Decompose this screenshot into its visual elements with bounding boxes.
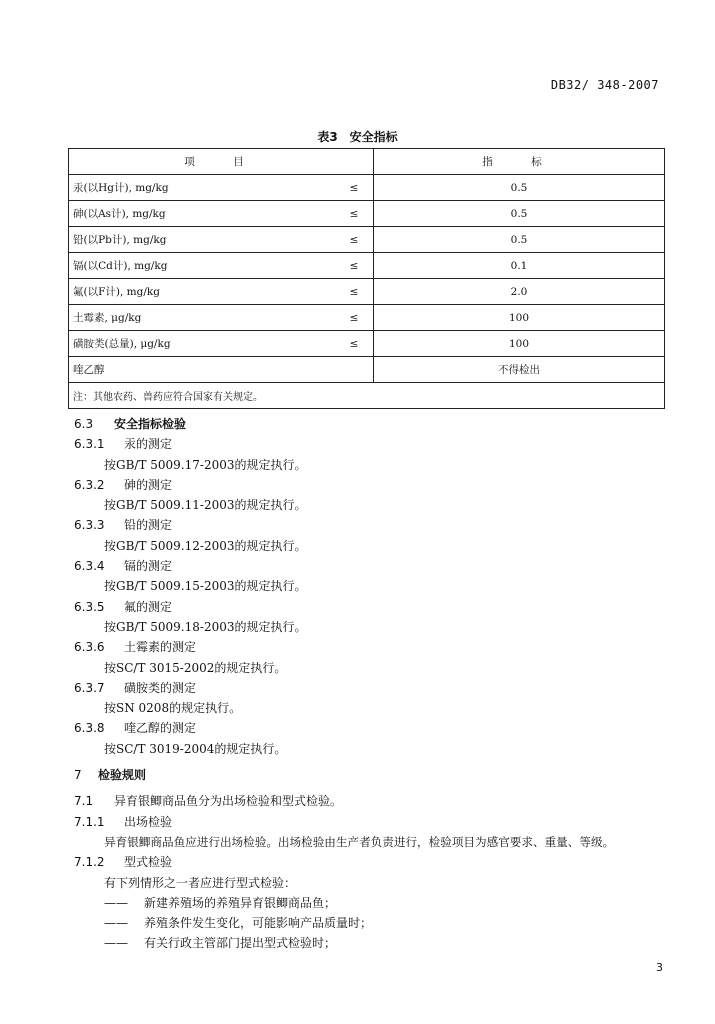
section-7-1-2-heading: 7.1.2 型式检验 <box>74 855 173 870</box>
section-6-3-3-heading: 6.3.3 铅的测定 <box>74 518 173 533</box>
section-6-3-8-text: 按SC/T 3019-2004的规定执行。 <box>104 741 287 756</box>
section-6-3-1-text: 按GB/T 5009.17-2003的规定执行。 <box>104 457 307 472</box>
row-symbol: ≤ <box>335 227 374 253</box>
section-6-3-4-text: 按GB/T 5009.15-2003的规定执行。 <box>104 579 307 594</box>
row-item: 汞(以Hg计), mg/kg <box>69 175 336 201</box>
table-note-row <box>69 383 665 409</box>
row-value: 100 <box>374 331 665 357</box>
column-header-value: 指 标 <box>374 149 665 175</box>
row-value: 不得检出 <box>374 357 665 383</box>
table-row <box>69 305 665 331</box>
standard-code: DB32/ 348-2007 <box>550 78 659 92</box>
table-row <box>69 227 665 253</box>
row-item: 氟(以F计), mg/kg <box>69 279 336 305</box>
table-row <box>69 253 665 279</box>
section-6-3-6-text: 按SC/T 3015-2002的规定执行。 <box>104 660 287 675</box>
section-6-3-2-heading: 6.3.2 砷的测定 <box>74 477 173 492</box>
row-symbol: ≤ <box>335 279 374 305</box>
section-6-3-3-text: 按GB/T 5009.12-2003的规定执行。 <box>104 538 307 553</box>
body-text <box>74 414 674 954</box>
table-row <box>69 331 665 357</box>
section-6-3-5-heading: 6.3.5 氟的测定 <box>74 599 173 614</box>
row-symbol: ≤ <box>335 201 374 227</box>
section-7-1-1-heading: 7.1.1 出场检验 <box>74 814 173 829</box>
section-7-heading: 7 检验规则 <box>74 768 147 783</box>
section-6-3-7-heading: 6.3.7 磺胺类的测定 <box>74 680 197 695</box>
row-value: 0.1 <box>374 253 665 279</box>
section-7-1-2-text: 有下列情形之一者应进行型式检验： <box>104 875 297 890</box>
table-row <box>69 279 665 305</box>
row-value: 100 <box>374 305 665 331</box>
row-value: 0.5 <box>374 227 665 253</box>
section-6-3-1-heading: 6.3.1 汞的测定 <box>74 437 173 452</box>
list-item: —— 新建养殖场的养殖异育银鲫商品鱼； <box>104 895 337 910</box>
table-row <box>69 201 665 227</box>
row-item: 磺胺类(总量), μg/kg <box>69 331 336 357</box>
row-item: 镉(以Cd计), mg/kg <box>69 253 336 279</box>
column-header-item: 项 目 <box>69 149 374 175</box>
table-header-row <box>69 149 665 175</box>
list-item: —— 养殖条件发生变化，可能影响产品质量时； <box>104 916 373 931</box>
row-item: 铅(以Pb计), mg/kg <box>69 227 336 253</box>
section-6-3-8-heading: 6.3.8 喹乙醇的测定 <box>74 721 197 736</box>
row-symbol: ≤ <box>335 305 374 331</box>
table-row <box>69 175 665 201</box>
row-value: 0.5 <box>374 175 665 201</box>
section-7-1-text: 7.1 异育银鲫商品鱼分为出场检验和型式检验。 <box>74 794 343 809</box>
row-symbol: ≤ <box>335 253 374 279</box>
section-6-3-2-text: 按GB/T 5009.11-2003的规定执行。 <box>104 498 307 513</box>
section-6-3-heading: 6.3 安全指标检验 <box>74 417 187 431</box>
row-symbol: ≤ <box>335 331 374 357</box>
safety-indicator-table <box>68 148 665 409</box>
section-6-3-6-heading: 6.3.6 土霉素的测定 <box>74 640 197 655</box>
section-6-3-4-heading: 6.3.4 镉的测定 <box>74 559 173 574</box>
table-caption: 表3 安全指标 <box>317 130 398 144</box>
section-6-3-7-text: 按SN 0208的规定执行。 <box>104 701 242 716</box>
row-item: 砷(以As计), mg/kg <box>69 201 336 227</box>
row-symbol: ≤ <box>335 175 374 201</box>
list-item: —— 有关行政主管部门提出型式检验时； <box>104 936 337 951</box>
table-row <box>69 357 665 383</box>
row-item: 土霉素, μg/kg <box>69 305 336 331</box>
section-7-1-1-text: 异育银鲫商品鱼应进行出场检验。出场检验由生产者负责进行，检验项目为感官要求、重量、等级。 <box>104 834 615 849</box>
row-value: 0.5 <box>374 201 665 227</box>
section-6-3-5-text: 按GB/T 5009.18-2003的规定执行。 <box>104 619 307 634</box>
row-symbol <box>335 357 374 383</box>
page-number: 3 <box>656 961 663 974</box>
row-item: 喹乙醇 <box>69 357 336 383</box>
table-note: 注：其他农药、兽药应符合国家有关规定。 <box>69 383 665 409</box>
row-value: 2.0 <box>374 279 665 305</box>
